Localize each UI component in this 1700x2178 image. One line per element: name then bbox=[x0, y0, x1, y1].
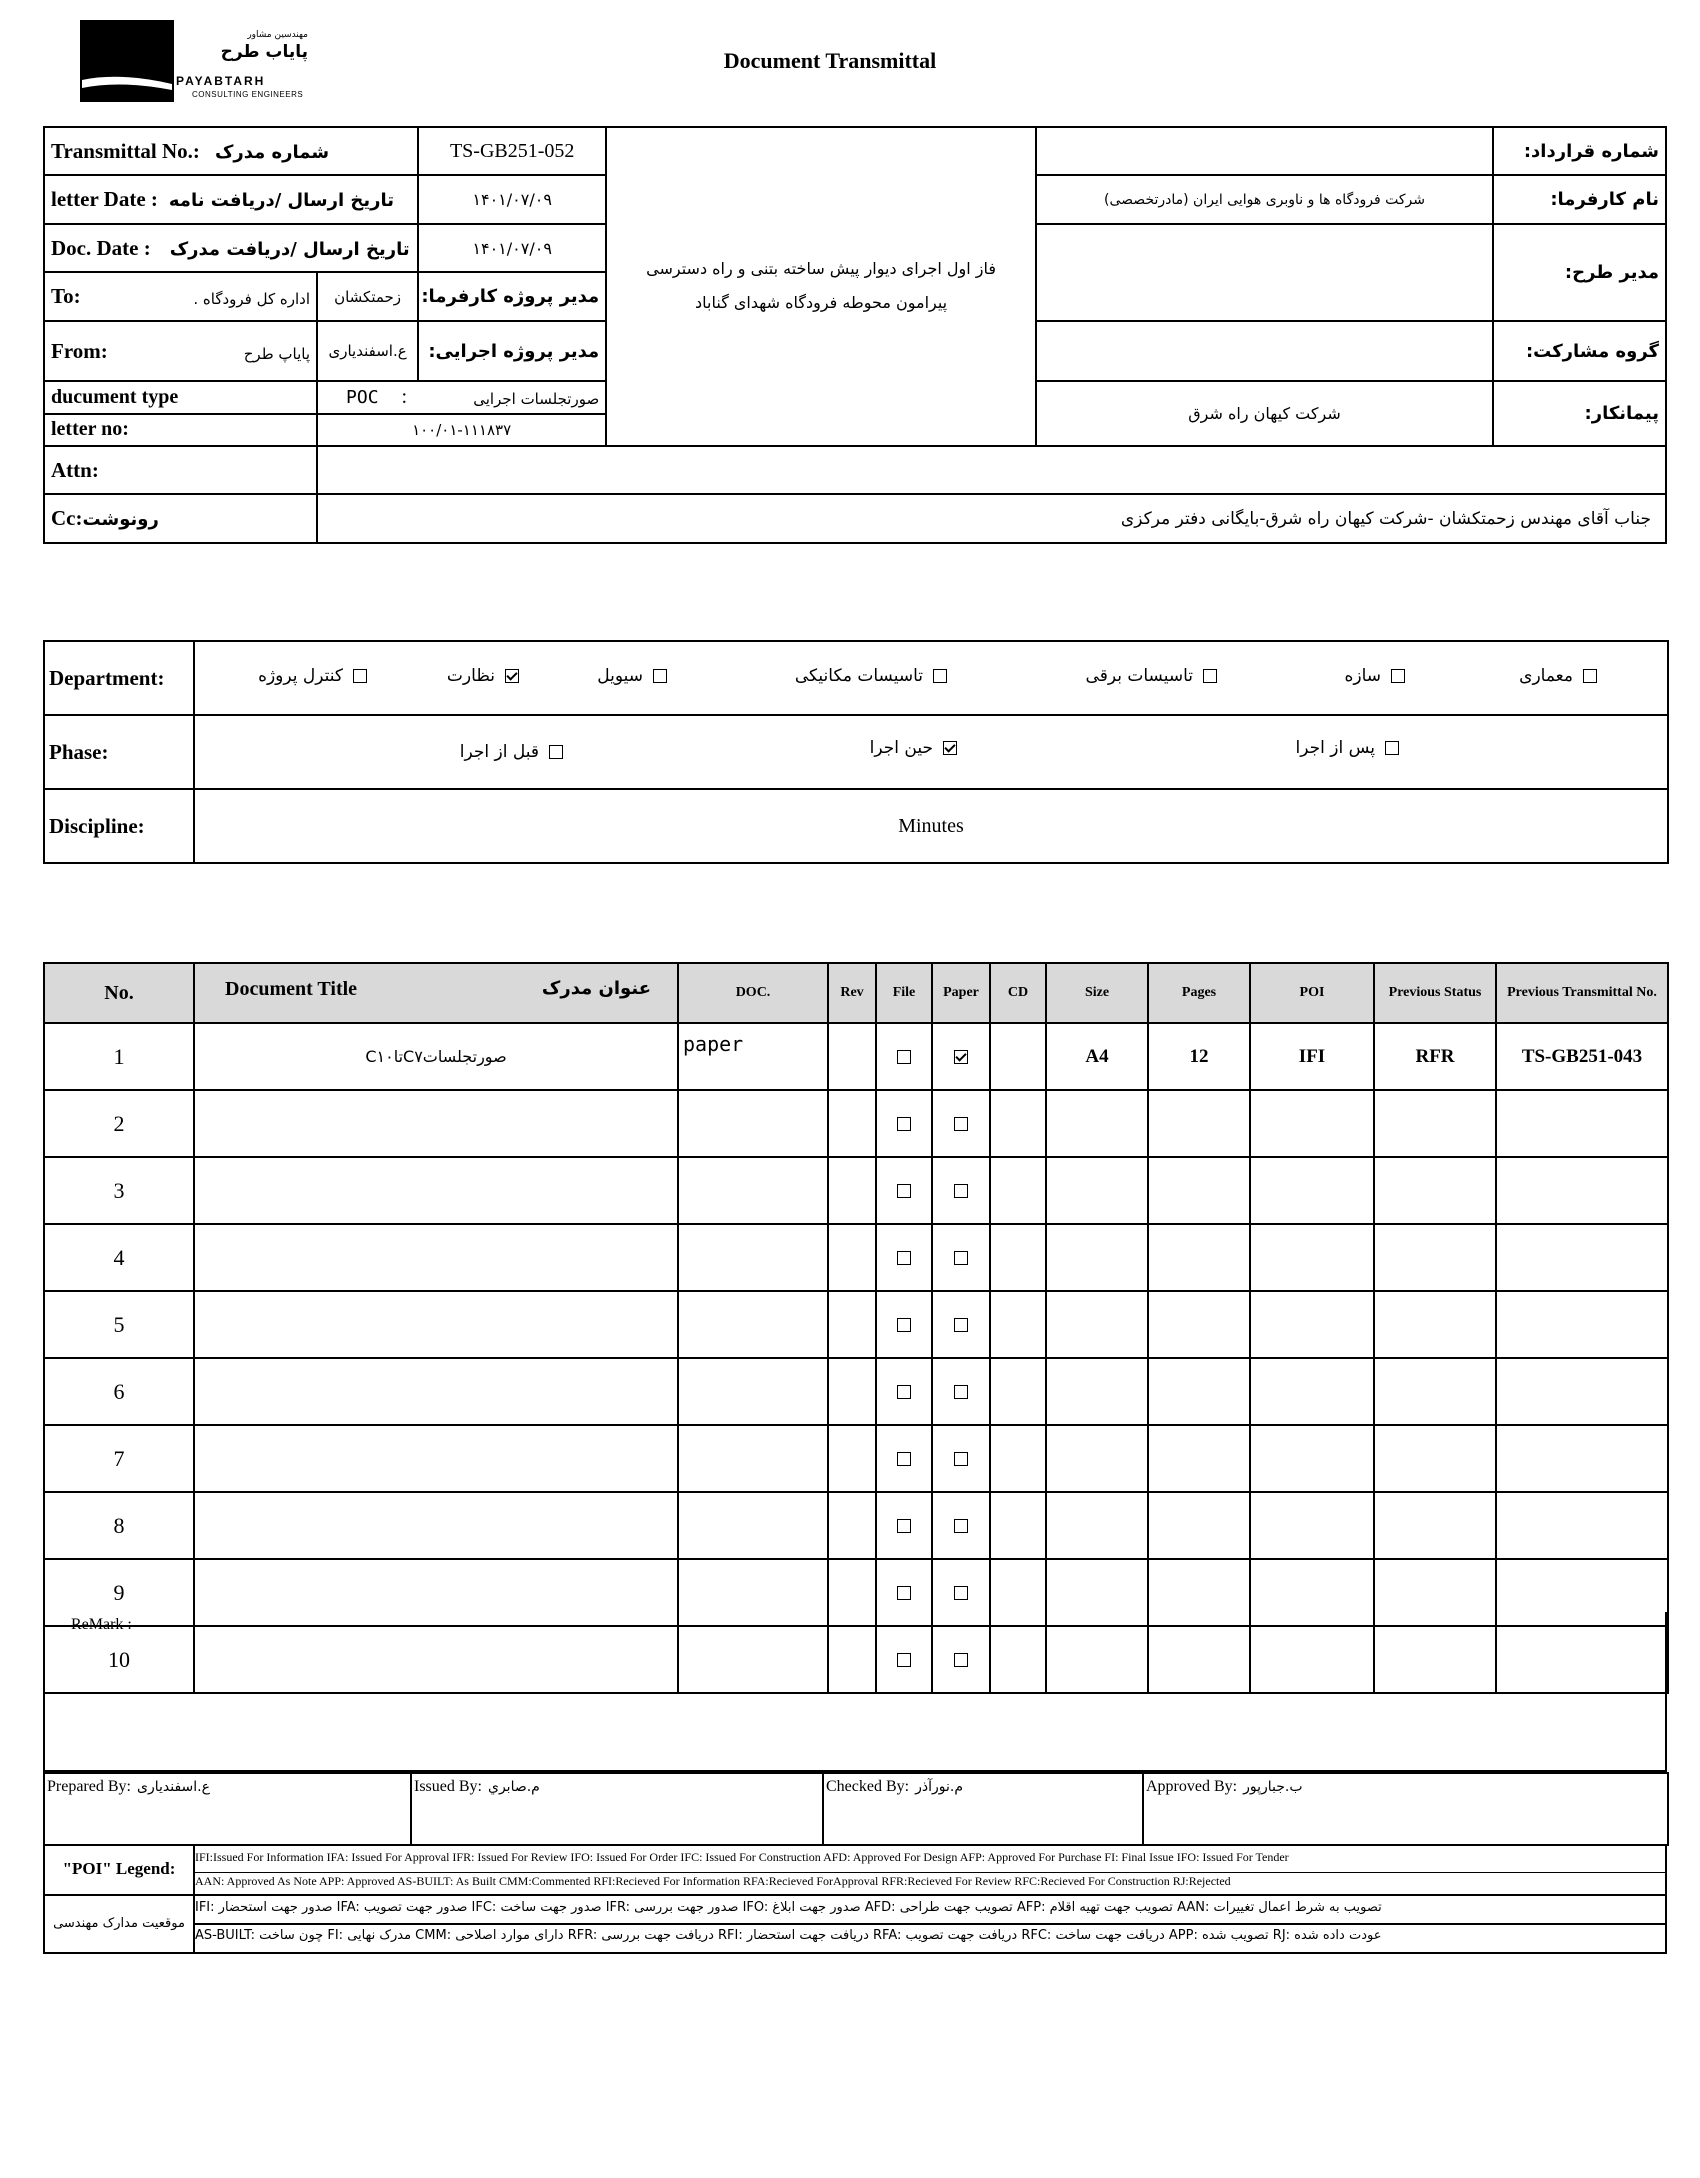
row-pages bbox=[1148, 1425, 1250, 1492]
row-doc bbox=[678, 1492, 828, 1559]
checkbox-icon[interactable] bbox=[954, 1452, 968, 1466]
checked-by: Checked By: م.نورآذر bbox=[823, 1773, 1143, 1845]
transmittal-no-value: TS-GB251-052 bbox=[418, 127, 606, 175]
legend-line-2: AAN: Approved As Note APP: Approved AS-BUILT: As Built CMM:Commented RFI:Recieved For Information RFA:Recieved ForApproval RFR:Recieved For Review RFC:Recieved For Construction RJ:Rejected bbox=[195, 1874, 1231, 1888]
row-size bbox=[1046, 1358, 1148, 1425]
checkbox-icon bbox=[1385, 741, 1399, 755]
row-size bbox=[1046, 1425, 1148, 1492]
table-row bbox=[44, 1157, 1668, 1224]
doc-type-cell: POC : صورتجلسات اجرایی bbox=[317, 381, 606, 413]
department-option-mechanical[interactable]: تاسیسات مکانیکی bbox=[795, 666, 947, 686]
partnership-label: گروه مشارکت: bbox=[1493, 321, 1666, 382]
checkbox-icon bbox=[653, 669, 667, 683]
discipline-value: Minutes bbox=[194, 789, 1668, 863]
row-file bbox=[876, 1425, 932, 1492]
row-pages bbox=[1148, 1090, 1250, 1157]
checkbox-checked-icon bbox=[943, 741, 957, 755]
department-option-architecture[interactable]: معماری bbox=[1519, 666, 1597, 686]
row-rev bbox=[828, 1023, 876, 1090]
remark-box bbox=[43, 1612, 1667, 1772]
table-row bbox=[44, 1224, 1668, 1291]
row-cd bbox=[990, 1291, 1046, 1358]
row-doc bbox=[678, 1425, 828, 1492]
from-role: مدیر پروژه اجرایی: bbox=[418, 321, 606, 382]
department-option-project-control[interactable]: کنترل پروژه bbox=[258, 666, 367, 686]
row-prev-transmittal bbox=[1496, 1291, 1668, 1358]
checkbox-icon bbox=[1583, 669, 1597, 683]
row-pages bbox=[1148, 1358, 1250, 1425]
contractor-value: شرکت کیهان راه شرق bbox=[1036, 381, 1493, 446]
row-no: 3 bbox=[44, 1157, 194, 1224]
row-paper bbox=[932, 1358, 990, 1425]
row-size bbox=[1046, 1492, 1148, 1559]
table-row bbox=[44, 1291, 1668, 1358]
row-paper bbox=[932, 1492, 990, 1559]
row-poi bbox=[1250, 1492, 1374, 1559]
row-title bbox=[194, 1492, 678, 1559]
col-pages: Pages bbox=[1148, 963, 1250, 1023]
row-file bbox=[876, 1492, 932, 1559]
to-person: زحمتکشان bbox=[317, 272, 418, 320]
checkbox-icon[interactable] bbox=[954, 1519, 968, 1533]
row-pages bbox=[1148, 1224, 1250, 1291]
checkbox-icon[interactable] bbox=[897, 1251, 911, 1265]
row-rev bbox=[828, 1291, 876, 1358]
row-no: 5 bbox=[44, 1291, 194, 1358]
project-title: فاز اول اجرای دیوار پیش ساخته بتنی و راه دسترسی پیرامون محوطه فرودگاه شهدای گناباد bbox=[606, 127, 1036, 446]
department-label: Department: bbox=[44, 641, 194, 715]
col-prev-status: Previous Status bbox=[1374, 963, 1496, 1023]
row-paper bbox=[932, 1291, 990, 1358]
letter-date-label: letter Date : تاریخ ارسال /دریافت نامه bbox=[44, 175, 418, 223]
to-cell: To: اداره کل فرودگاه . bbox=[44, 272, 317, 320]
row-file bbox=[876, 1157, 932, 1224]
logo-farsi-small: مهندسین مشاور bbox=[247, 30, 308, 40]
row-paper bbox=[932, 1425, 990, 1492]
checkbox-icon[interactable] bbox=[897, 1050, 911, 1064]
poi-legend-label: "POI" Legend: bbox=[45, 1846, 195, 1896]
doc-date-label: Doc. Date : تاریخ ارسال /دریافت مدرک bbox=[44, 224, 418, 272]
row-paper bbox=[932, 1157, 990, 1224]
col-doc: DOC. bbox=[678, 963, 828, 1023]
checkbox-icon[interactable] bbox=[897, 1318, 911, 1332]
row-poi bbox=[1250, 1157, 1374, 1224]
row-size bbox=[1046, 1157, 1148, 1224]
table-row bbox=[44, 1492, 1668, 1559]
plan-manager-value bbox=[1036, 224, 1493, 321]
employer-value: شرکت فرودگاه ها و ناوبری هوایی ایران (مادرتخصصی) bbox=[1036, 175, 1493, 223]
row-doc bbox=[678, 1358, 828, 1425]
discipline-label: Discipline: bbox=[44, 789, 194, 863]
logo-subtitle: CONSULTING ENGINEERS bbox=[192, 90, 304, 99]
doc-date-value: ۱۴۰۱/۰۷/۰۹ bbox=[418, 224, 606, 272]
col-paper: Paper bbox=[932, 963, 990, 1023]
phase-option-during[interactable]: حین اجرا bbox=[870, 738, 957, 758]
checkbox-icon[interactable] bbox=[954, 1117, 968, 1131]
row-title bbox=[194, 1358, 678, 1425]
table-row bbox=[44, 1023, 1668, 1090]
phase-options bbox=[194, 715, 1668, 789]
documents-table bbox=[43, 962, 1669, 1694]
row-prev-status bbox=[1374, 1224, 1496, 1291]
checkbox-icon bbox=[1203, 669, 1217, 683]
col-rev: Rev bbox=[828, 963, 876, 1023]
logo-name: PAYABTARH bbox=[176, 74, 266, 88]
letter-no-label: letter no: bbox=[44, 414, 317, 446]
row-no: 7 bbox=[44, 1425, 194, 1492]
row-no: 8 bbox=[44, 1492, 194, 1559]
transmittal-no-label: Transmittal No.: شماره مدرک bbox=[44, 127, 418, 175]
checkbox-icon[interactable] bbox=[897, 1586, 911, 1600]
department-table bbox=[43, 640, 1669, 864]
letter-no-value: ۱۰۰/۰۱-۱۱۱۸۳۷ bbox=[317, 414, 606, 446]
row-poi bbox=[1250, 1224, 1374, 1291]
attn-value bbox=[317, 446, 1666, 494]
to-role: مدیر پروژه کارفرما: bbox=[418, 272, 606, 320]
checkbox-icon bbox=[549, 745, 563, 759]
row-prev-status bbox=[1374, 1291, 1496, 1358]
transmittal-info-table bbox=[43, 126, 1667, 544]
row-no: 6 bbox=[44, 1358, 194, 1425]
checkbox-icon[interactable] bbox=[954, 1184, 968, 1198]
row-doc bbox=[678, 1224, 828, 1291]
row-paper bbox=[932, 1090, 990, 1157]
checkbox-checked-icon[interactable] bbox=[954, 1050, 968, 1064]
row-prev-status bbox=[1374, 1492, 1496, 1559]
department-option-supervision[interactable]: نظارت bbox=[447, 666, 519, 686]
row-title bbox=[194, 1291, 678, 1358]
row-no: 1 bbox=[44, 1023, 194, 1090]
signatures-table bbox=[43, 1772, 1669, 1846]
checkbox-icon[interactable] bbox=[954, 1385, 968, 1399]
row-rev bbox=[828, 1358, 876, 1425]
row-file bbox=[876, 1224, 932, 1291]
col-title: Document Title عنوان مدرک bbox=[194, 963, 678, 1023]
row-prev-status bbox=[1374, 1157, 1496, 1224]
checkbox-icon[interactable] bbox=[954, 1251, 968, 1265]
phase-option-before[interactable]: قبل از اجرا bbox=[460, 742, 563, 762]
row-paper bbox=[932, 1224, 990, 1291]
phase-option-after[interactable]: پس از اجرا bbox=[1296, 738, 1399, 758]
department-option-structure[interactable]: سازه bbox=[1344, 666, 1405, 686]
row-no: 2 bbox=[44, 1090, 194, 1157]
legend-line-1: IFI:Issued For Information IFA: Issued For Approval IFR: Issued For Review IFO: Issued For Order IFC: Issued For Construction AFD: Approved For Design AFP: Approved For Purchase FI: Final Issue IFO: Issued For Tender bbox=[195, 1850, 1289, 1864]
row-file bbox=[876, 1291, 932, 1358]
row-prev-transmittal bbox=[1496, 1492, 1668, 1559]
row-rev bbox=[828, 1157, 876, 1224]
checkbox-icon[interactable] bbox=[897, 1117, 911, 1131]
row-paper bbox=[932, 1023, 990, 1090]
row-prev-transmittal bbox=[1496, 1224, 1668, 1291]
checkbox-icon bbox=[353, 669, 367, 683]
row-title bbox=[194, 1157, 678, 1224]
table-row bbox=[44, 1358, 1668, 1425]
checkbox-icon bbox=[1391, 669, 1405, 683]
row-prev-transmittal bbox=[1496, 1157, 1668, 1224]
approved-by: Approved By: ب.جبارپور bbox=[1143, 1773, 1668, 1845]
plan-manager-label: مدیر طرح: bbox=[1493, 224, 1666, 321]
row-rev bbox=[828, 1425, 876, 1492]
row-file bbox=[876, 1358, 932, 1425]
row-prev-status: RFR bbox=[1374, 1023, 1496, 1090]
contractor-label: پیمانکار: bbox=[1493, 381, 1666, 446]
row-cd bbox=[990, 1492, 1046, 1559]
row-doc: paper bbox=[678, 1023, 828, 1090]
row-size bbox=[1046, 1224, 1148, 1291]
row-pages: 12 bbox=[1148, 1023, 1250, 1090]
row-prev-transmittal bbox=[1496, 1090, 1668, 1157]
checkbox-icon[interactable] bbox=[897, 1452, 911, 1466]
row-cd bbox=[990, 1157, 1046, 1224]
cc-label: Cc:رونوشت bbox=[44, 494, 317, 543]
row-title bbox=[194, 1224, 678, 1291]
checkbox-icon bbox=[933, 669, 947, 683]
row-doc bbox=[678, 1157, 828, 1224]
row-prev-transmittal bbox=[1496, 1425, 1668, 1492]
remark-label: ReMark : bbox=[71, 1616, 132, 1633]
row-prev-status bbox=[1374, 1425, 1496, 1492]
row-rev bbox=[828, 1224, 876, 1291]
logo-farsi-name: پایاب طرح bbox=[220, 42, 308, 62]
legend-line-3: IFI: صدور جهت استحضار IFA: صدور جهت تصویب IFC: صدور جهت ساخت IFR: صدور جهت بررسی IFO: صدور جهت ابلاغ AFD: تصویب جهت طراحی AFP: تصویب جهت تهیه اقلام AAN: تصویب به شرط اعمال تغییرات bbox=[195, 1900, 1382, 1915]
from-cell: From: پایاپ طرح bbox=[44, 321, 317, 382]
department-option-electrical[interactable]: تاسیسات برقی bbox=[1086, 666, 1217, 686]
col-cd: CD bbox=[990, 963, 1046, 1023]
row-cd bbox=[990, 1090, 1046, 1157]
phase-label: Phase: bbox=[44, 715, 194, 789]
page-title: Document Transmittal bbox=[723, 48, 937, 73]
row-poi bbox=[1250, 1358, 1374, 1425]
issued-by: Issued By: م.صابري bbox=[411, 1773, 823, 1845]
row-poi: IFI bbox=[1250, 1023, 1374, 1090]
row-prev-status bbox=[1374, 1090, 1496, 1157]
row-size bbox=[1046, 1090, 1148, 1157]
row-size: A4 bbox=[1046, 1023, 1148, 1090]
row-poi bbox=[1250, 1425, 1374, 1492]
employer-label: نام کارفرما: bbox=[1493, 175, 1666, 223]
row-prev-status bbox=[1374, 1358, 1496, 1425]
cc-value: جناب آقای مهندس زحمتکشان -شرکت کیهان راه شرق-بایگانی دفتر مرکزی bbox=[317, 494, 1666, 543]
status-legend-label: موقعیت مدارک مهندسی bbox=[45, 1896, 195, 1952]
legend-line-4: AS-BUILT: چون ساخت FI: مدرک نهایی CMM: دارای موارد اصلاحی RFR: دریافت جهت بررسی RFI: دریافت جهت استحضار RFA: دریافت جهت تصویب RFC: دریافت جهت ساخت APP: تصویب شده RJ: عودت داده شده bbox=[195, 1928, 1382, 1943]
checkbox-icon[interactable] bbox=[897, 1184, 911, 1198]
checkbox-icon[interactable] bbox=[897, 1519, 911, 1533]
row-file bbox=[876, 1090, 932, 1157]
table-row bbox=[44, 1425, 1668, 1492]
row-title bbox=[194, 1090, 678, 1157]
row-file bbox=[876, 1023, 932, 1090]
row-rev bbox=[828, 1492, 876, 1559]
row-title: صورتجلساتC۷تاC۱۰ bbox=[194, 1023, 678, 1090]
legend-box bbox=[43, 1846, 1667, 1954]
row-doc bbox=[678, 1291, 828, 1358]
col-file: File bbox=[876, 963, 932, 1023]
row-pages bbox=[1148, 1157, 1250, 1224]
row-cd bbox=[990, 1358, 1046, 1425]
row-prev-transmittal bbox=[1496, 1358, 1668, 1425]
col-no: No. bbox=[44, 963, 194, 1023]
row-cd bbox=[990, 1425, 1046, 1492]
row-doc bbox=[678, 1090, 828, 1157]
checkbox-icon[interactable] bbox=[954, 1318, 968, 1332]
row-rev bbox=[828, 1090, 876, 1157]
doc-type-label: ducument type bbox=[44, 381, 317, 413]
row-no: 9 bbox=[44, 1559, 194, 1626]
department-option-civil[interactable]: سیویل bbox=[597, 666, 667, 686]
col-prev-transmittal: Previous Transmittal No. bbox=[1496, 963, 1668, 1023]
row-no: 4 bbox=[44, 1224, 194, 1291]
row-prev-transmittal: TS-GB251-043 bbox=[1496, 1023, 1668, 1090]
row-cd bbox=[990, 1224, 1046, 1291]
checkbox-checked-icon bbox=[505, 669, 519, 683]
attn-label: Attn: bbox=[44, 446, 317, 494]
contract-no-value bbox=[1036, 127, 1493, 175]
row-cd bbox=[990, 1023, 1046, 1090]
col-poi: POI bbox=[1250, 963, 1374, 1023]
company-logo bbox=[80, 20, 320, 106]
row-poi bbox=[1250, 1291, 1374, 1358]
row-title bbox=[194, 1425, 678, 1492]
contract-no-label: شماره قرارداد: bbox=[1493, 127, 1666, 175]
checkbox-icon[interactable] bbox=[897, 1385, 911, 1399]
row-pages bbox=[1148, 1291, 1250, 1358]
checkbox-icon[interactable] bbox=[954, 1586, 968, 1600]
prepared-by: Prepared By: ع.اسفندیاری bbox=[44, 1773, 411, 1845]
department-options bbox=[194, 641, 1668, 715]
from-person: ع.اسفندیاری bbox=[317, 321, 418, 382]
row-pages bbox=[1148, 1492, 1250, 1559]
col-size: Size bbox=[1046, 963, 1148, 1023]
row-poi bbox=[1250, 1090, 1374, 1157]
letter-date-value: ۱۴۰۱/۰۷/۰۹ bbox=[418, 175, 606, 223]
row-size bbox=[1046, 1291, 1148, 1358]
row-no: 10 bbox=[44, 1626, 194, 1693]
partnership-value bbox=[1036, 321, 1493, 382]
table-row bbox=[44, 1090, 1668, 1157]
